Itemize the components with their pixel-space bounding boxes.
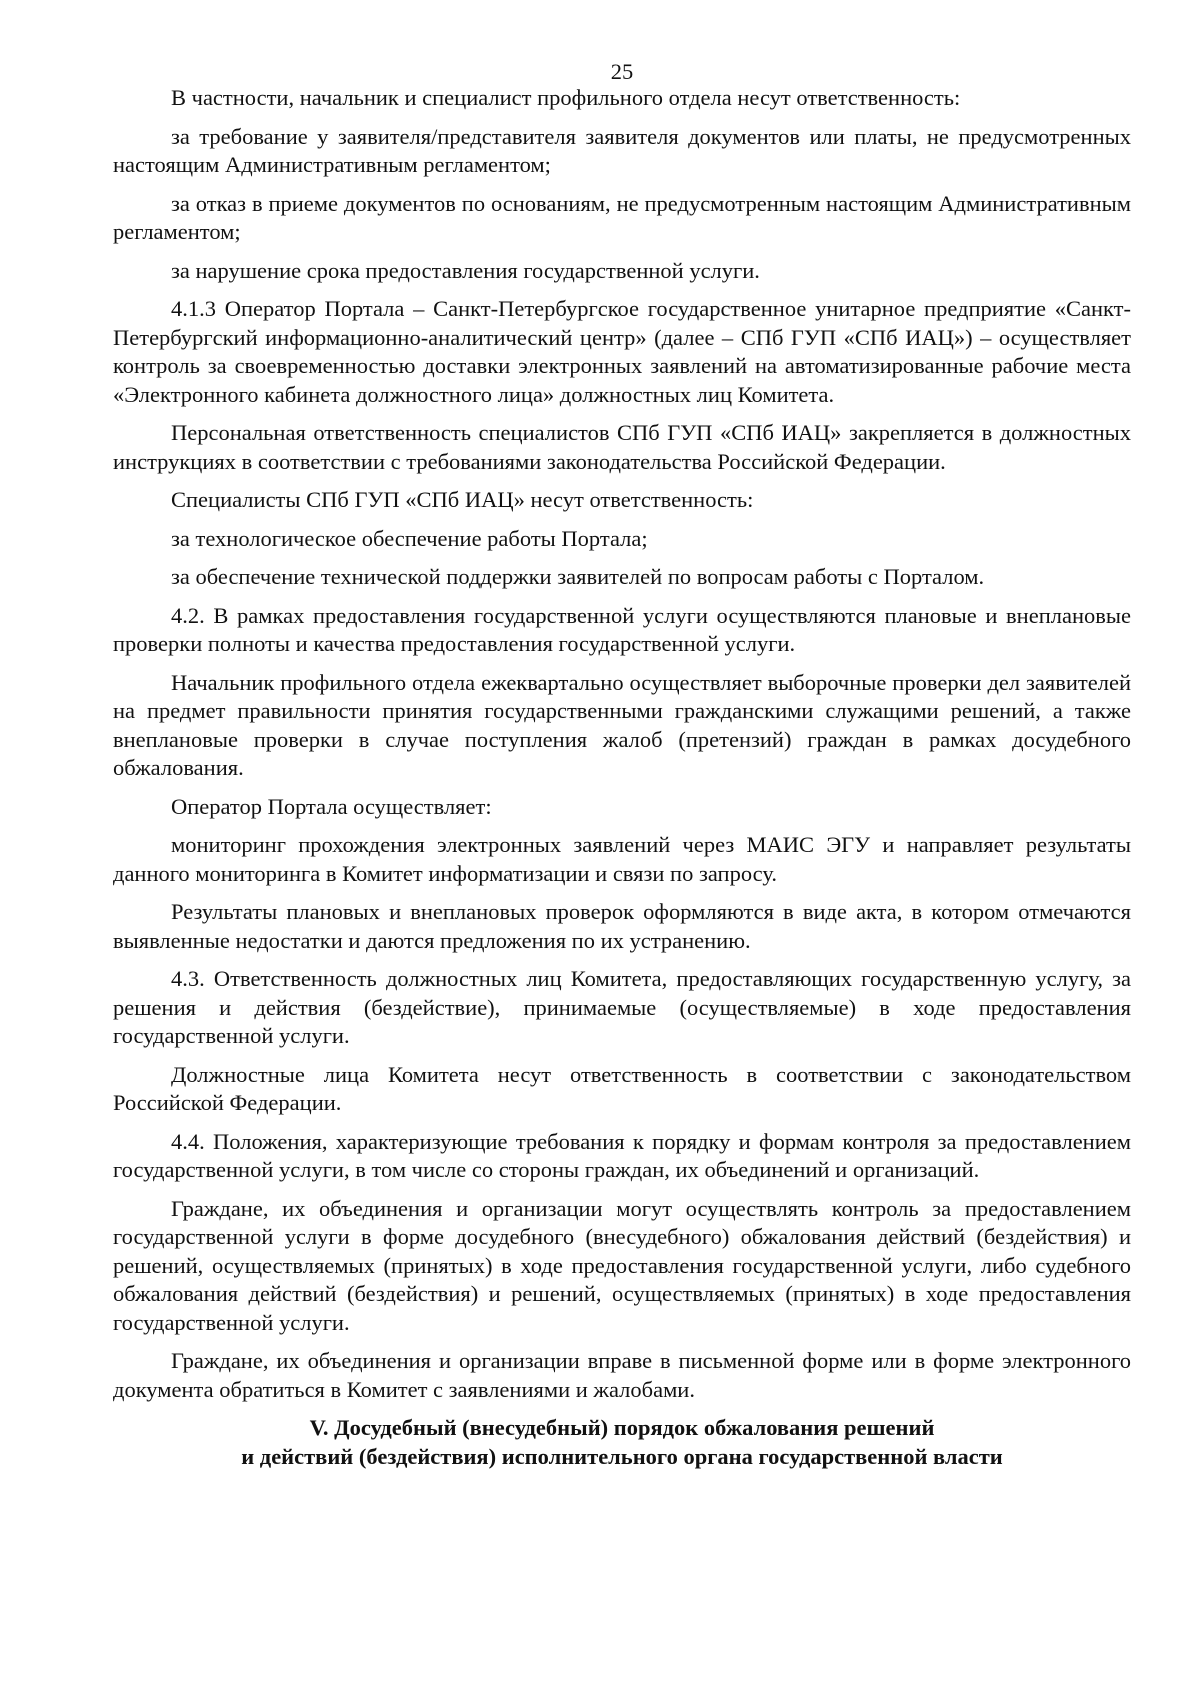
paragraph: за технологическое обеспечение работы Портала; xyxy=(171,525,648,551)
paragraph: В частности, начальник и специалист профильного отдела несут ответственность: xyxy=(171,85,961,110)
document-page xyxy=(113,58,1131,1471)
paragraph: за требование у заявителя/представителя заявителя документов или платы, не предусмотренных настоящим Административным регламентом; xyxy=(113,123,1131,177)
paragraph: Оператор Портала осуществляет: xyxy=(171,793,492,819)
section-heading xyxy=(113,1414,1131,1471)
page-number: 25 xyxy=(610,59,634,84)
paragraph: Граждане, их объединения и организации могут осуществлять контроль за предоставлением государственной услуги в форме досудебного (внесудебного) обжалования действий (бездействия) и решений, осуществляемых (принятых) в ходе предоставления государственной услуги, либо судебного обжалования действий (бездействия) и решений, осуществляемых (принятых) в ходе предоставления государственной услуги. xyxy=(113,1195,1131,1335)
paragraph: Персональная ответственность специалистов СПб ГУП «СПб ИАЦ» закрепляется в должностных инструкциях в соответствии с требованиями законодательства Российской Федерации. xyxy=(113,420,1131,474)
paragraph: за отказ в приеме документов по основаниям, не предусмотренным настоящим Административным регламентом; xyxy=(113,190,1131,244)
paragraph: мониторинг прохождения электронных заявлений через МАИС ЭГУ и направляет результаты данного мониторинга в Комитет информатизации и связи по запросу. xyxy=(113,832,1131,886)
paragraph: 4.4. Положения, характеризующие требования к порядку и формам контроля за предоставлением государственной услуги, в том числе со стороны граждан, их объединений и организаций. xyxy=(113,1128,1131,1182)
paragraph: Граждане, их объединения и организации вправе в письменной форме или в форме электронного документа обратиться в Комитет с заявлениями и жалобами. xyxy=(113,1348,1131,1402)
paragraph: 4.1.3 Оператор Портала – Санкт-Петербургское государственное унитарное предприятие «Санкт-Петербургский информационно-аналитический центр» (далее – СПб ГУП «СПб ИАЦ») – осуществляет контроль за своевременностью доставки электронных заявлений на автоматизированные рабочие места «Электронного кабинета должностного лица» должностных лиц Комитета. xyxy=(113,296,1131,407)
paragraph: Должностные лица Комитета несут ответственность в соответствии с законодательством Российской Федерации. xyxy=(113,1061,1131,1115)
paragraph: за обеспечение технической поддержки заявителей по вопросам работы с Порталом. xyxy=(171,564,985,589)
section-heading-line: V. Досудебный (внесудебный) порядок обжалования решений xyxy=(309,1415,935,1440)
paragraph: Специалисты СПб ГУП «СПб ИАЦ» несут ответственность: xyxy=(171,487,754,512)
paragraph: за нарушение срока предоставления государственной услуги. xyxy=(171,257,760,283)
paragraph: 4.2. В рамках предоставления государственной услуги осуществляются плановые и внеплановые проверки полноты и качества предоставления государственной услуги. xyxy=(113,602,1131,656)
section-heading-line: и действий (бездействия) исполнительного органа государственной власти xyxy=(241,1443,1003,1469)
paragraph: Начальник профильного отдела ежеквартально осуществляет выборочные проверки дел заявителей на предмет правильности принятия государственными гражданскими служащими решений, а также внеплановые проверки в случае поступления жалоб (претензий) граждан в рамках досудебного обжалования. xyxy=(113,669,1131,780)
paragraph: Результаты плановых и внеплановых проверок оформляются в виде акта, в котором отмечаются выявленные недостатки и даются предложения по их устранению. xyxy=(113,899,1131,953)
paragraph: 4.3. Ответственность должностных лиц Комитета, предоставляющих государственную услугу, за решения и действия (бездействие), принимаемые (осуществляемые) в ходе предоставления государственной услуги. xyxy=(113,966,1131,1048)
